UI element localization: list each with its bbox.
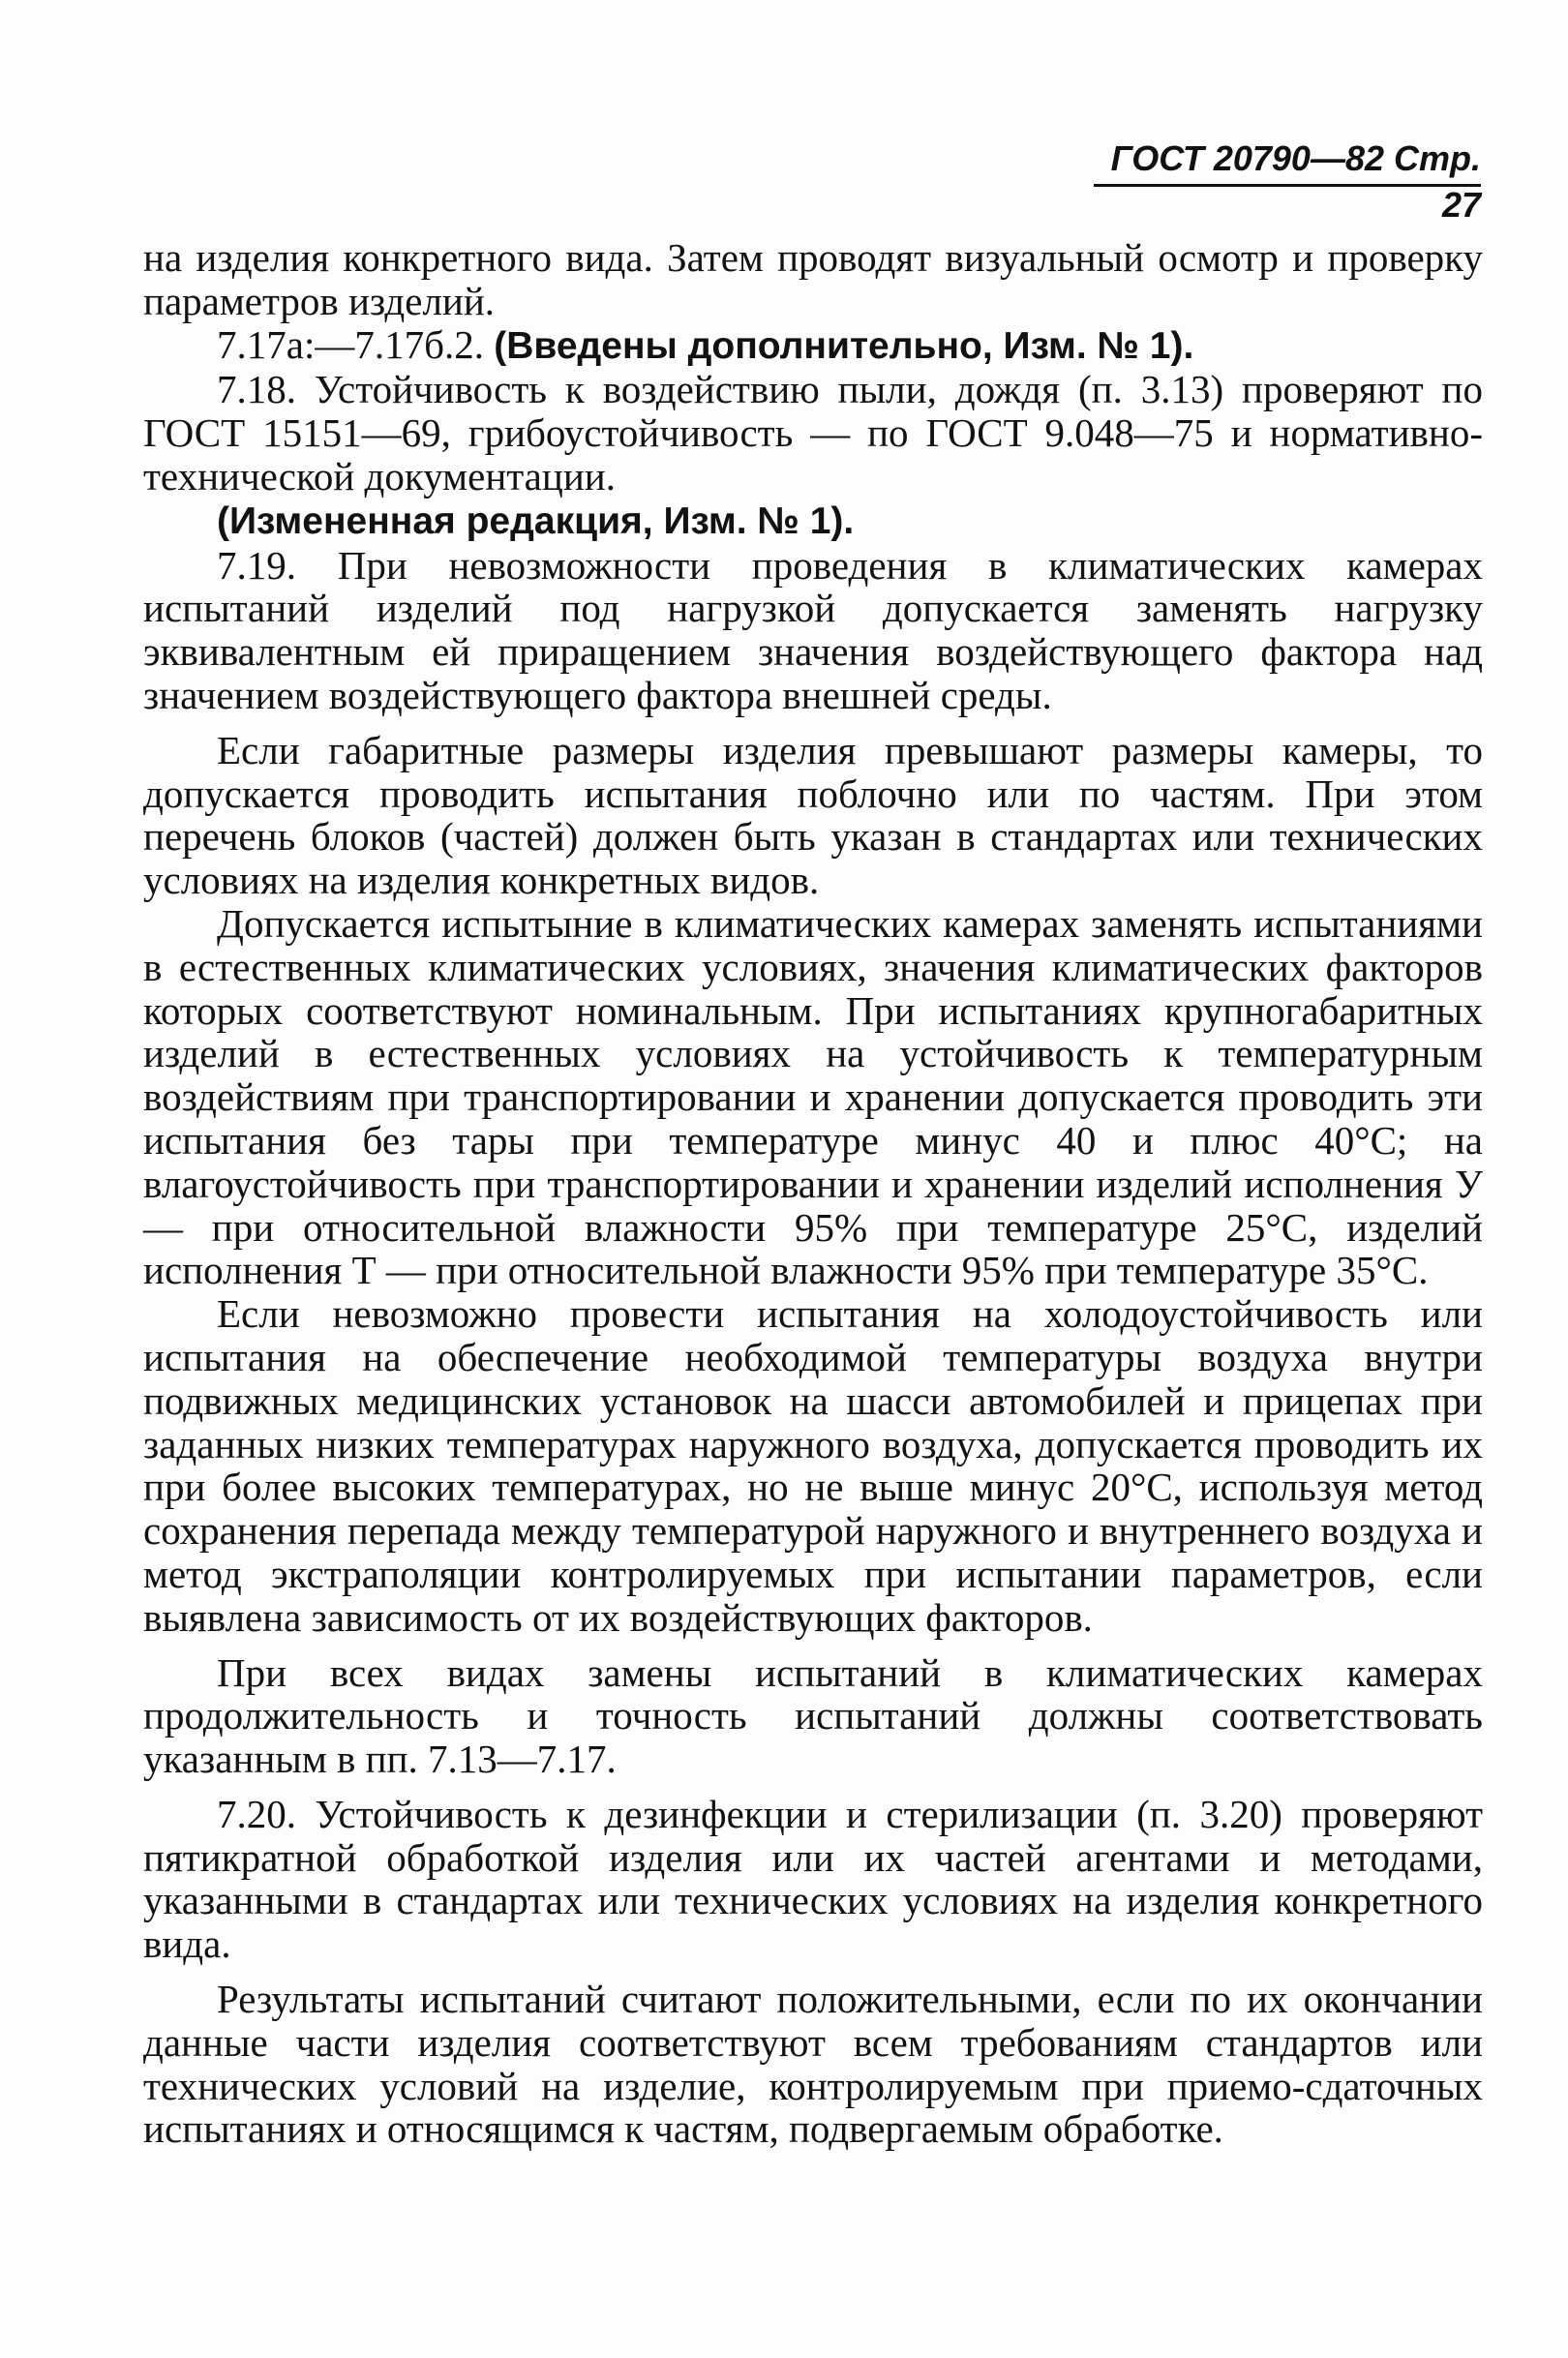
paragraph-text: Если невозможно провести испытания на холодоустойчивость или испытания на обеспечение необходимой температуры воздуха внутри подвижных медицинских установок на шасси автомобилей и прицепах при заданных низких температурах наружного воздуха, допускается проводить их при более высоких температурах, но не выше минус 20°С, используя метод сохранения перепада между температурой наружного и внутреннего воздуха и метод экстраполяции контролируемых при испытании параметров, если выявлена зависимость от их воздействующих факторов.: [143, 1291, 1483, 1640]
paragraph-text: 7.18. Устойчивость к воздействию пыли, дождя (п. 3.13) проверяют по ГОСТ 15151—69, грибоустойчивость — по ГОСТ 9.048—75 и нормативно-технической документации.: [143, 367, 1483, 499]
clause-number: 7.17а:—7.17б.2.: [217, 321, 495, 367]
paragraph-amendment-7-18: [143, 499, 1483, 544]
paragraph-text: При всех видах замены испытаний в климатических камерах продолжительность и точность испытаний должны соответствовать указанным в пп. 7.13—7.17.: [143, 1649, 1483, 1782]
paragraph-continuation: [143, 236, 1483, 323]
paragraph-7-20: [143, 1793, 1483, 1966]
paragraph-natural-conditions: [143, 902, 1483, 1292]
paragraph-amendment-7-17: [143, 323, 1483, 369]
page-header: ГОСТ 20790—82 Стр. 27: [1094, 136, 1481, 187]
paragraph-results: [143, 1978, 1483, 2151]
body-text: [143, 236, 1483, 2151]
paragraph-7-18: [143, 368, 1483, 498]
paragraph-text: 7.20. Устойчивость к дезинфекции и стерилизации (п. 3.20) проверяют пятикратной обработкой изделия или их частей агентами и методами, указанными в стандартах или технических условиях на изделия конкретного вида.: [143, 1791, 1483, 1967]
paragraph-text: 7.19. При невозможности проведения в климатических камерах испытаний изделий под нагрузкой допускается заменять нагрузку эквивалентным ей приращением значения воздействующего фактора над значением воздействующего фактора внешней среды.: [143, 542, 1483, 717]
paragraph-replacement: [143, 1651, 1483, 1781]
paragraph-7-19: [143, 544, 1483, 717]
paragraph-text: Результаты испытаний считают положительными, если по их окончании данные части изделия соответствуют всем требованиям стандартов или технических условий на изделие, контролируемым при приемо-сдаточных испытаниях и относящимся к частям, подвергаемым обработке.: [143, 1977, 1483, 2152]
paragraph-dimensions: [143, 729, 1483, 902]
paragraph-text: на изделия конкретного вида. Затем проводят визуальный осмотр и проверку параметров изделий.: [143, 235, 1483, 323]
amendment-note: (Измененная редакция, Изм. № 1).: [217, 499, 855, 542]
paragraph-text: Допускается испытыние в климатических камерах заменять испытаниями в естественных климатических условиях, значения климатических факторов которых соответствуют номинальным. При испытаниях крупногабаритных изделий в естественных условиях на устойчивость к температурным воздействиям при транспортировании и хранении допускается проводить эти испытания без тары при температуре минус 40 и плюс 40°С; на влагоустойчивость при транспортировании и хранении изделий исполнения У — при относительной влажности 95% при температуре 25°С, изделий исполнения Т — при относительной влажности 95% при температуре 35°С.: [143, 900, 1483, 1293]
paragraph-text: Если габаритные размеры изделия превышают размеры камеры, то допускается проводить испытания поблочно или по частям. При этом перечень блоков (частей) должен быть указан в стандартах или технических условиях на изделия конкретных видов.: [143, 727, 1483, 903]
paragraph-cold-resistance: [143, 1292, 1483, 1639]
amendment-note: (Введены дополнительно, Изм. № 1).: [494, 324, 1194, 367]
